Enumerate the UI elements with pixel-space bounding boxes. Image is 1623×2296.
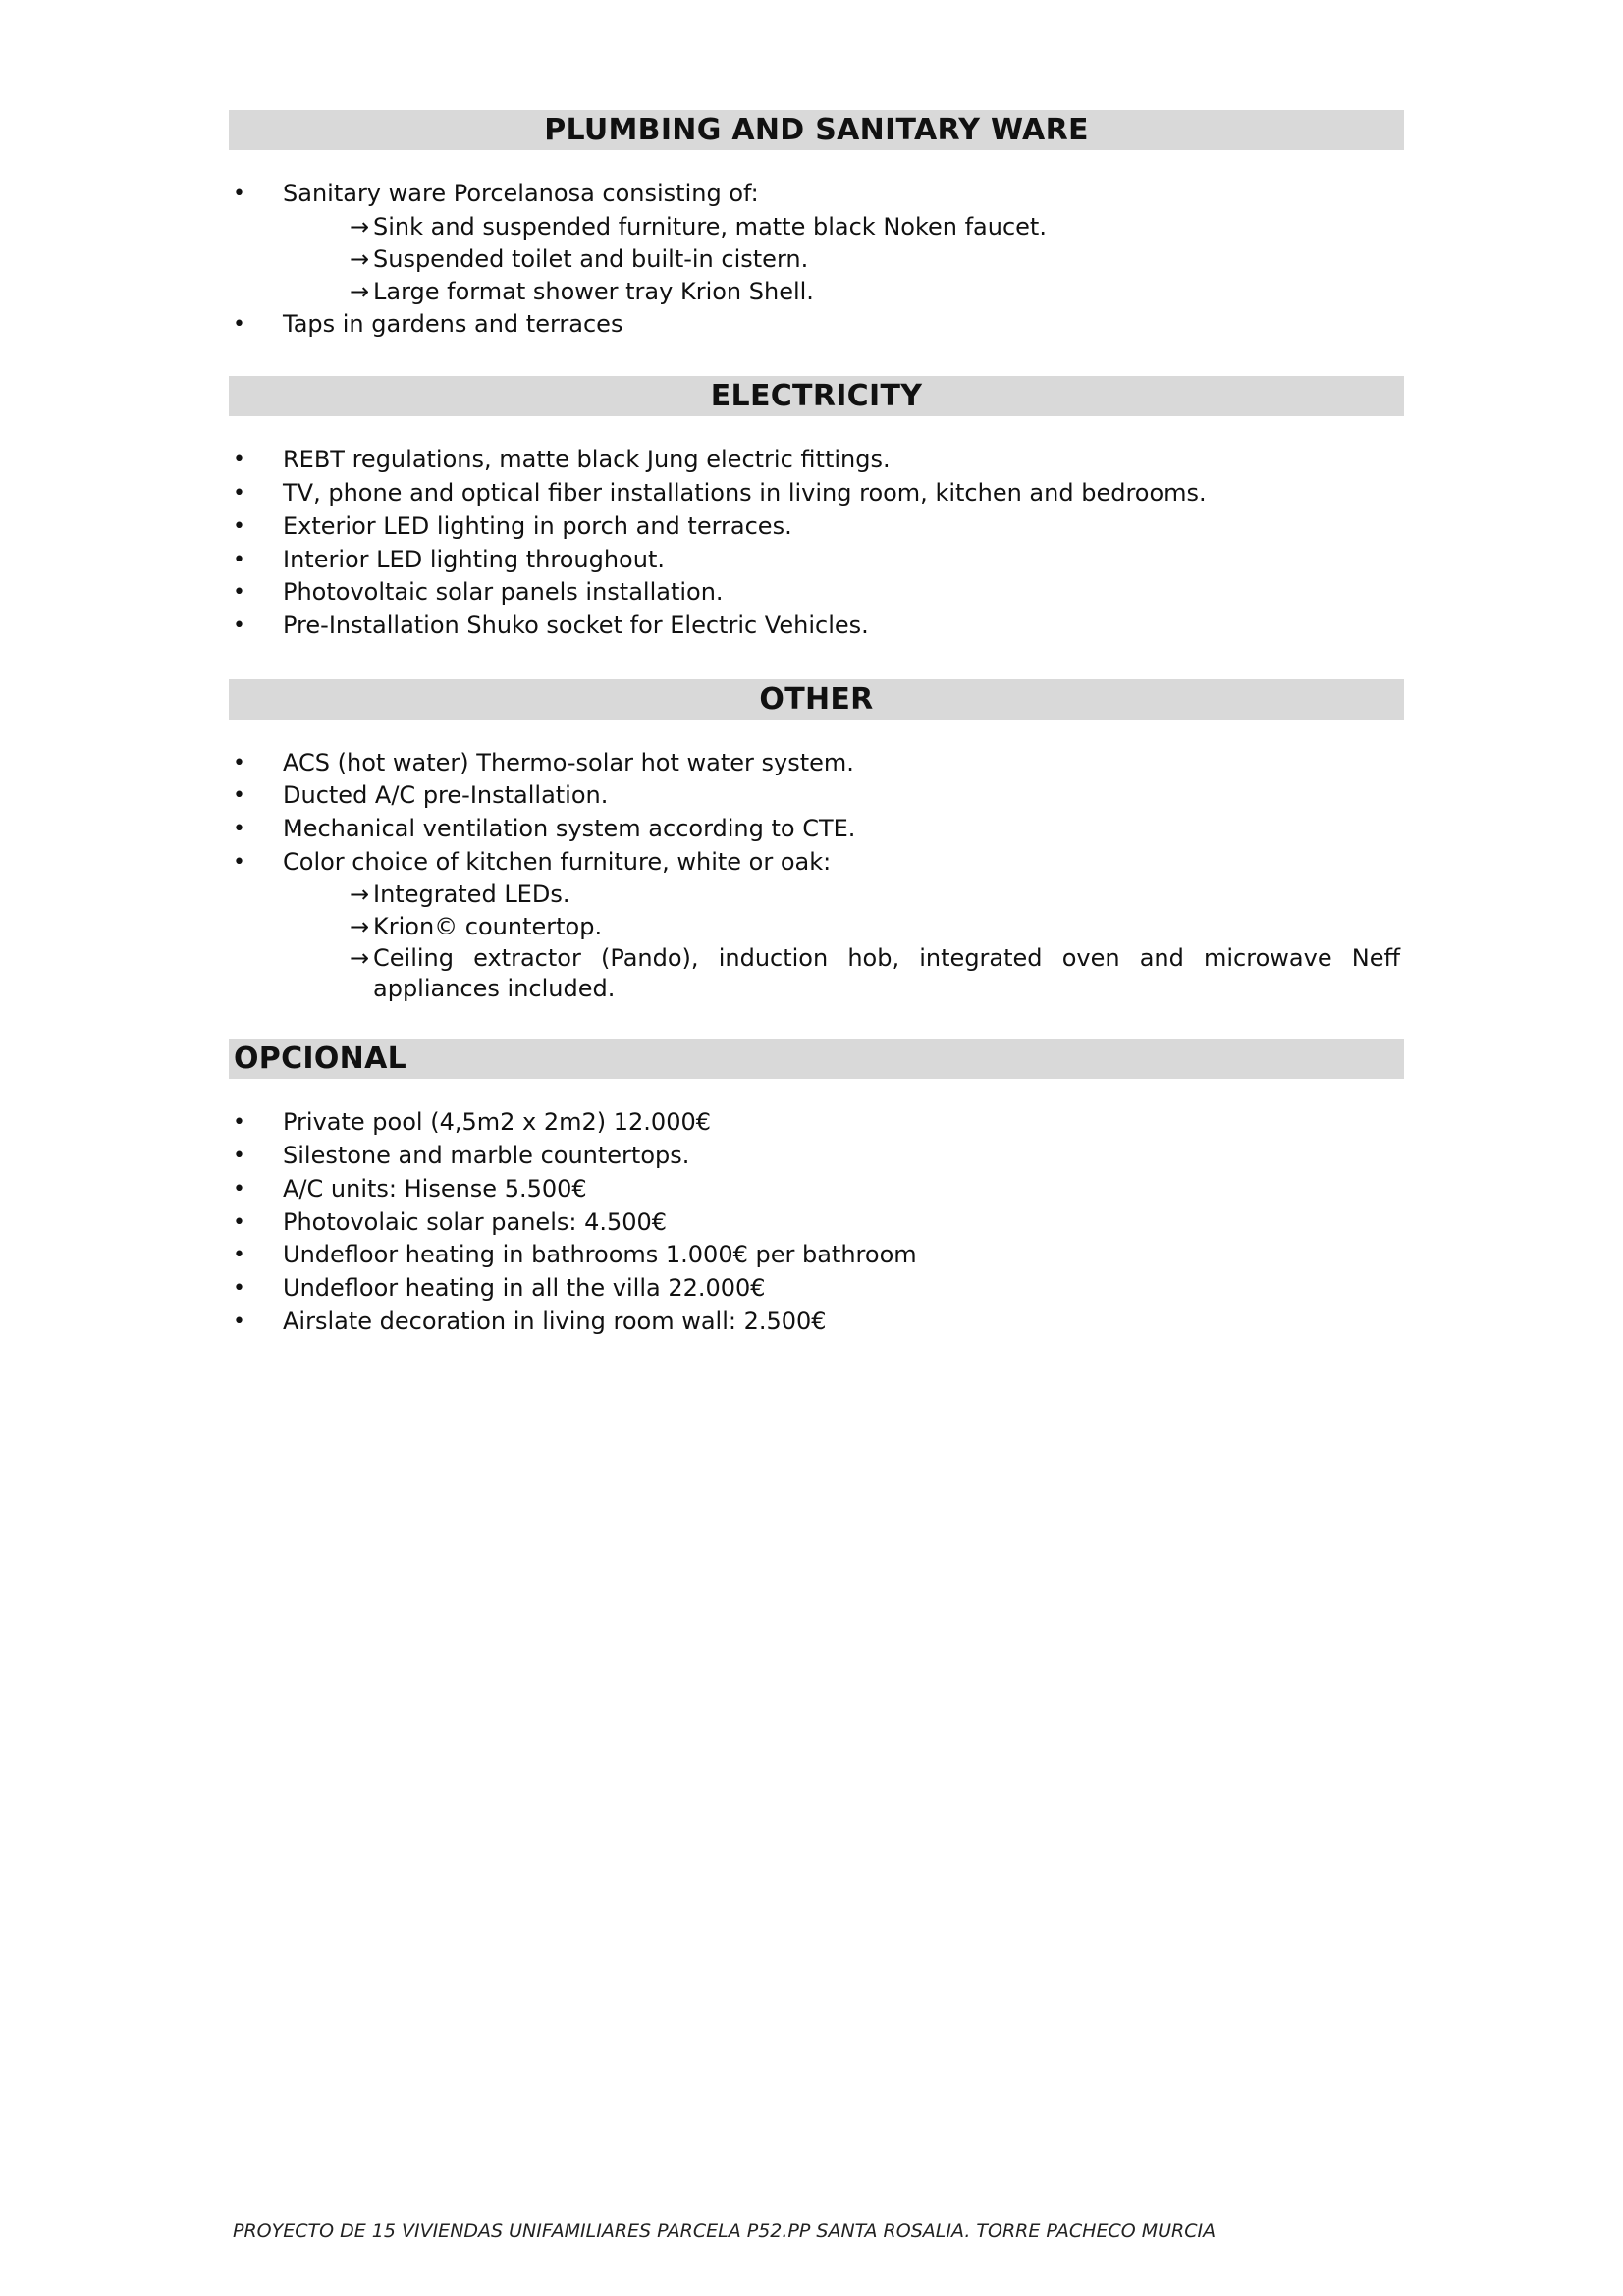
other-list: [229, 747, 1404, 1005]
list-item: • Interior LED lighting throughout.: [229, 544, 1404, 577]
arrow-icon: →: [350, 244, 370, 273]
sub-list-item: → Suspended toilet and built-in cistern.: [229, 243, 1404, 276]
list-item: • Undefloor heating in bathrooms 1.000€ per bathroom: [229, 1239, 1404, 1272]
list-item: • Ducted A/C pre-Installation.: [229, 779, 1404, 813]
list-item: • Pre-Installation Shuko socket for Electric Vehicles.: [229, 610, 1404, 643]
section-heading-opcional: OPCIONAL: [229, 1039, 1404, 1079]
sub-list-item: → Krion© countertop.: [229, 911, 1404, 943]
list-item: • Undefloor heating in all the villa 22.000€: [229, 1272, 1404, 1306]
sub-list-item: → Large format shower tray Krion Shell.: [229, 276, 1404, 308]
list-item-text: Sanitary ware Porcelanosa consisting of:: [283, 180, 759, 207]
other-sublist: [229, 879, 1404, 1004]
arrow-icon: →: [350, 212, 370, 240]
plumbing-sublist: [229, 211, 1404, 308]
list-item: • Taps in gardens and terraces: [229, 308, 1404, 342]
list-item: • Photovoltaic solar panels installation.: [229, 576, 1404, 610]
list-item: • TV, phone and optical fiber installations in living room, kitchen and bedrooms.: [229, 477, 1404, 510]
list-item: • A/C units: Hisense 5.500€: [229, 1173, 1404, 1206]
list-item: • REBT regulations, matte black Jung electric fittings.: [229, 444, 1404, 477]
list-item: • Mechanical ventilation system according to CTE.: [229, 813, 1404, 846]
list-item: • ACS (hot water) Thermo-solar hot water system.: [229, 747, 1404, 780]
section-heading-electricity: ELECTRICITY: [229, 376, 1404, 416]
list-item-text: Color choice of kitchen furniture, white or oak:: [283, 847, 832, 876]
section-heading-plumbing: PLUMBING AND SANITARY WARE: [229, 110, 1404, 150]
list-item: • Private pool (4,5m2 x 2m2) 12.000€: [229, 1106, 1404, 1140]
plumbing-list: [229, 178, 1404, 341]
list-item: • Airslate decoration in living room wall: 2.500€: [229, 1306, 1404, 1339]
arrow-icon: →: [350, 277, 370, 305]
section-heading-other: OTHER: [229, 679, 1404, 720]
sub-list-item: → Sink and suspended furniture, matte black Noken faucet.: [229, 211, 1404, 243]
electricity-list: [229, 444, 1404, 642]
arrow-icon: →: [350, 881, 370, 909]
arrow-icon: →: [350, 944, 370, 973]
list-item: • Silestone and marble countertops.: [229, 1140, 1404, 1173]
list-item: [229, 846, 1404, 1005]
arrow-icon: →: [350, 913, 370, 941]
sub-list-item: → Ceiling extractor (Pando), induction hob, integrated oven and microwave Neff appliances included.: [350, 944, 1400, 1003]
list-item: • Exterior LED lighting in porch and terraces.: [229, 510, 1404, 544]
page-footer: PROYECTO DE 15 VIVIENDAS UNIFAMILIARES PARCELA P52.PP SANTA ROSALIA. TORRE PACHECO MURCIA: [233, 2220, 1217, 2242]
list-item: • Photovolaic solar panels: 4.500€: [229, 1206, 1404, 1240]
list-item: [229, 178, 1404, 308]
sub-list-item: → Integrated LEDs.: [229, 879, 1404, 911]
opcional-list: [229, 1106, 1404, 1338]
document-body: [229, 110, 1404, 1338]
